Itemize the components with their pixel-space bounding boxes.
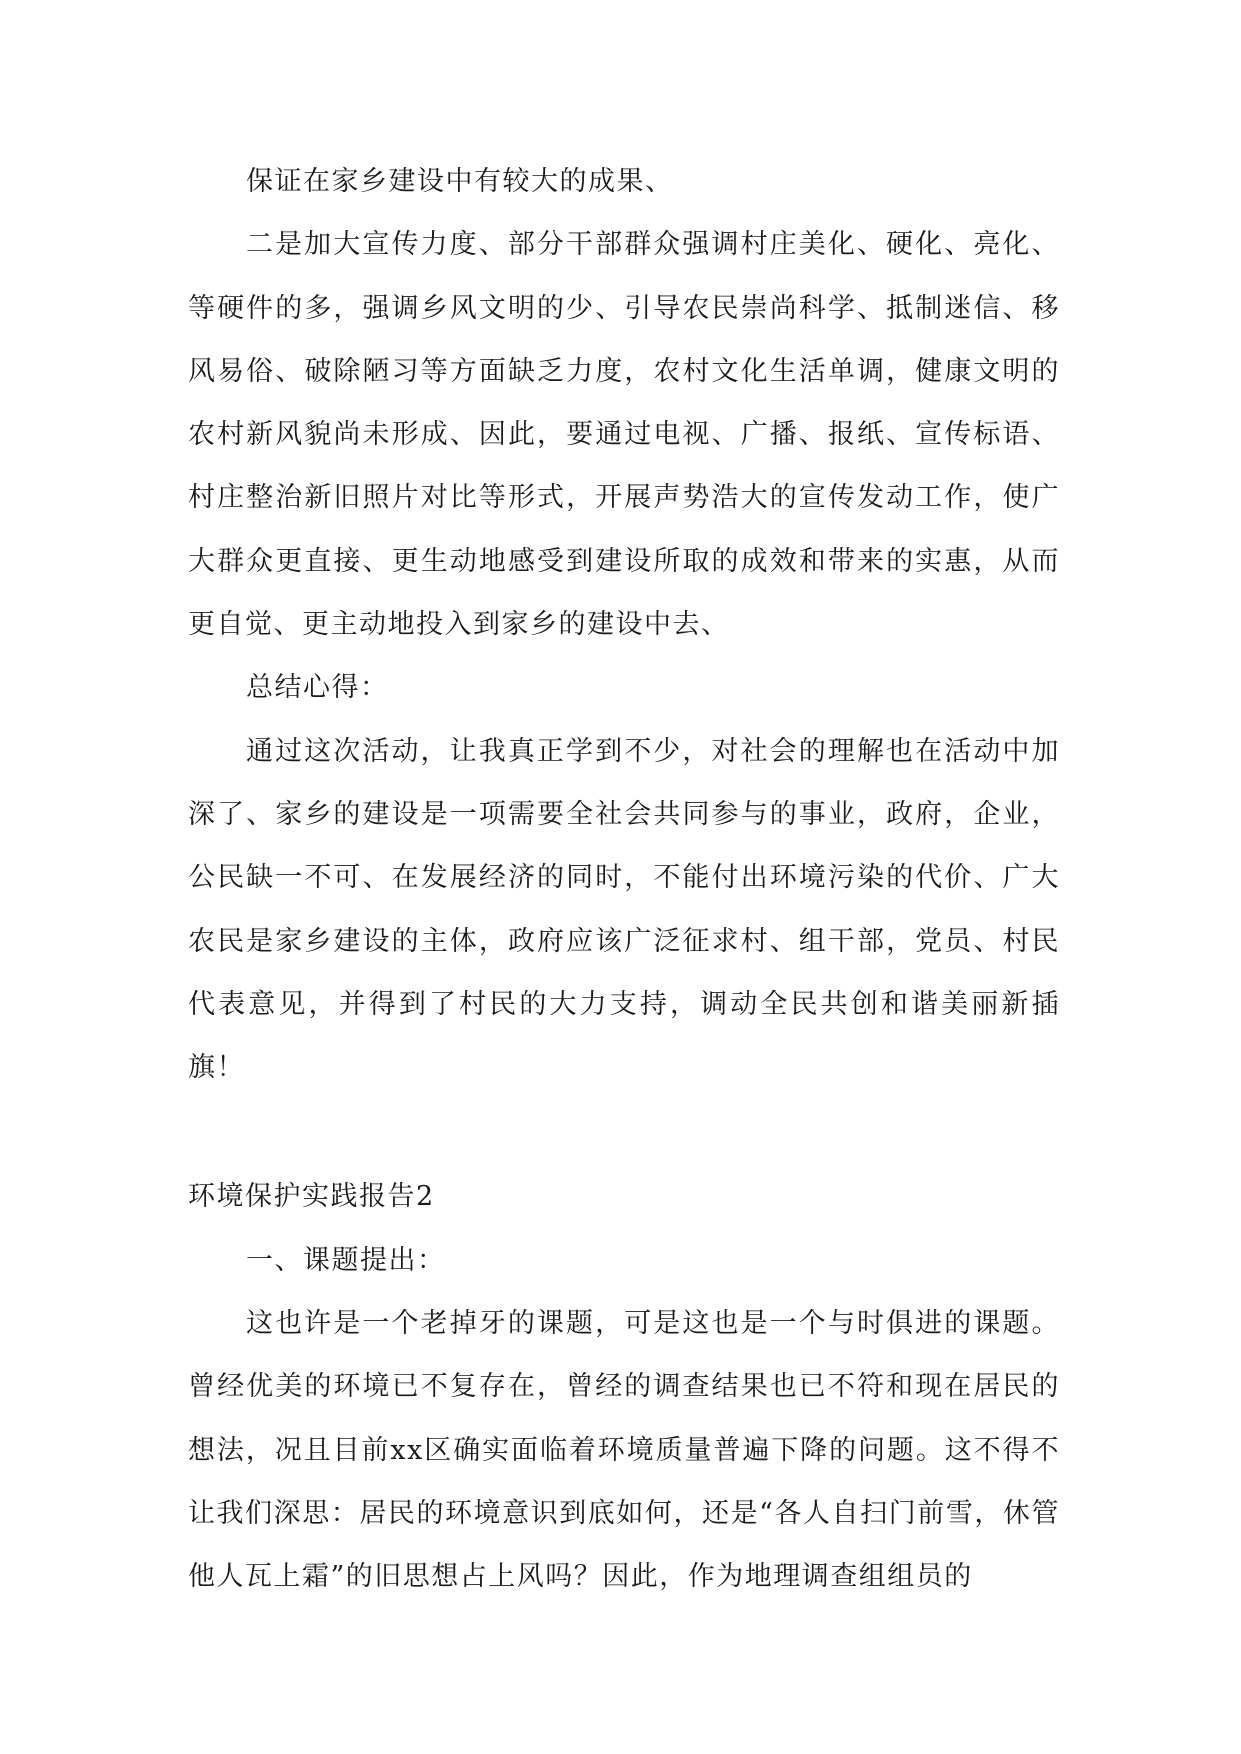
paragraph-publicity: 二是加大宣传力度、部分干部群众强调村庄美化、硬化、亮化、等硬件的多，强调乡风文明的少、引导农民崇尚科学、抵制迷信、移风易俗、破除陋习等方面缺乏力度，农村文化生活单调，健康文明的农村新风貌尚未形成、因此，要通过电视、广播、报纸、宣传标语、村庄整治新旧照片对比等形式，开展声势浩大的宣传发动工作，使广大群众更直接、更生动地感受到建设所取的成效和带来的实惠，从而更自觉、更主动地投入到家乡的建设中去、	[188, 229, 1060, 641]
paragraph-achievement: 保证在家乡建设中有较大的成果、	[246, 166, 674, 197]
section-title: 环境保护实践报告2	[188, 1181, 435, 1213]
paragraph-topic-heading: 一、课题提出：	[246, 1244, 446, 1276]
paragraph-summary-body: 通过这次活动，让我真正学到不少，对社会的理解也在活动中加深了、家乡的建设是一项需要全社会共同参与的事业，政府，企业，公民缺一不可、在发展经济的同时，不能付出环境污染的代价、广大农民是家乡建设的主体，政府应该广泛征求村、组干部，党员、村民代表意见，并得到了村民的大力支持，调动全民共创和谐美丽新插旗！	[188, 735, 1060, 1084]
paragraph-topic-body: 这也许是一个老掉牙的课题，可是这也是一个与时俱进的课题。曾经优美的环境已不复存在，曾经的调查结果也已不符和现在居民的想法，况且目前xx区确实面临着环境质量普遍下降的问题。这不得不让我们深思：居民的环境意识到底如何，还是“各人自扫门前雪，休管他人瓦上霜”的旧思想占上风吗？因此，作为地理调查组组员的	[188, 1308, 1060, 1593]
paragraph-summary-heading: 总结心得：	[246, 672, 389, 704]
document-body	[188, 150, 1060, 1609]
section-spacer	[188, 1099, 1060, 1165]
